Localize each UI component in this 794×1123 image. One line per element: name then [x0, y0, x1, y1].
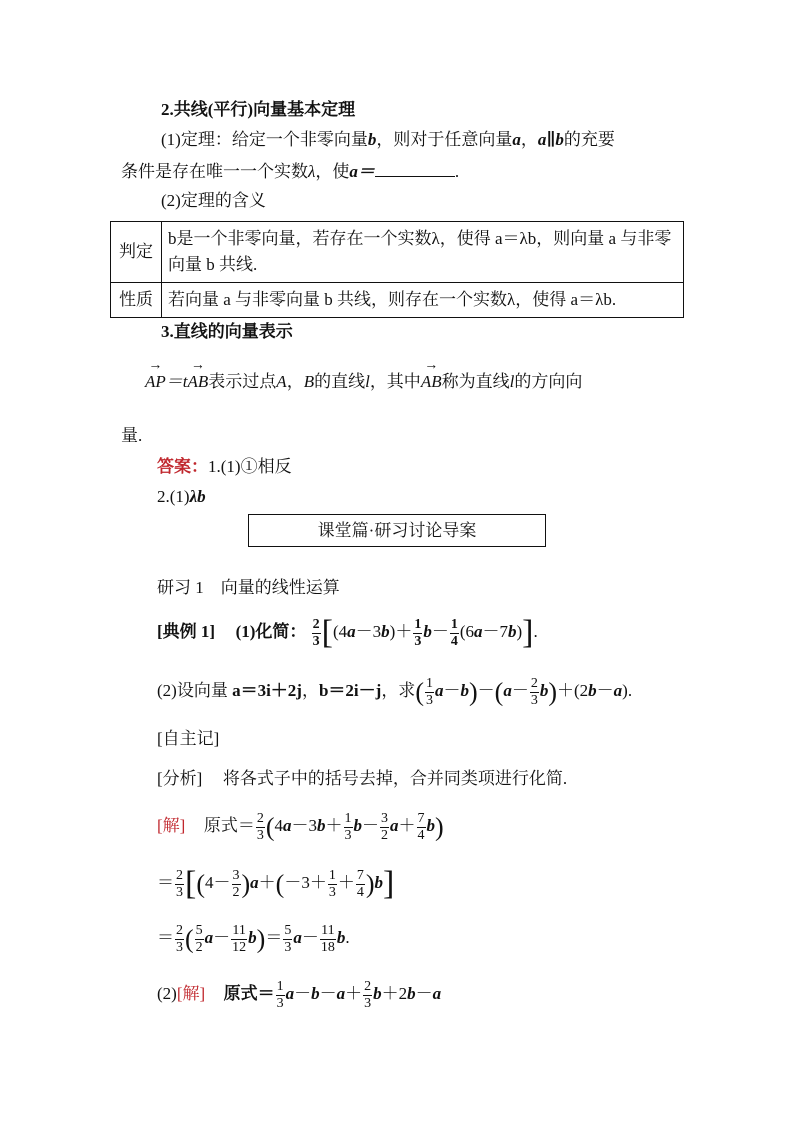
answer-label: 答案： [157, 457, 208, 476]
row-head-property: 性质 [111, 283, 162, 318]
row-text-determine: b是一个非零向量，若存在一个实数λ，使得 a＝λb，则向量 a 与非零向量 b 共线. [162, 222, 684, 283]
sol2-label: [解] [176, 984, 206, 1003]
q2-label: (2)设向量 [157, 681, 228, 700]
q2-b: b＝2i－j [318, 681, 382, 700]
text-line: 的直线 [314, 372, 366, 391]
answer-2-value: λb [189, 487, 206, 506]
theorem-table [110, 221, 684, 318]
answer-1: 1.(1)①相反 [208, 457, 292, 476]
point-b: B [303, 372, 315, 391]
analysis-line [157, 770, 567, 787]
line-l-2: l [509, 372, 515, 391]
period: . [454, 162, 460, 181]
comma: ， [286, 372, 304, 391]
answer-2-prefix: 2.(1) [157, 487, 190, 506]
analysis-label: [分析] [157, 769, 203, 788]
q1-label: (1)化简： [235, 622, 307, 641]
vector-ab: → AB [187, 358, 209, 391]
text-direction: 的方向向 [514, 372, 583, 391]
theorem-line2-mid: ，使 [315, 162, 350, 181]
table-row-determine [111, 222, 684, 283]
point-a: A [276, 372, 287, 391]
theorem-end: 的充要 [563, 130, 615, 149]
var-b: b [367, 130, 377, 149]
solution-line-1: [解] 原式＝ $\frac{2}{3}$ (4a－3b＋ $\frac{1}{3}$ b－ $\frac{3}{2}$ a＋ $\frac{7}{4}$ b) [157, 810, 444, 843]
solution-label: [解] [157, 816, 186, 835]
text-through: 表示过点 [208, 372, 277, 391]
example-q2: (2)设向量 a＝3i＋2j，b＝2i－j，求( $\frac{1}{3}$ a－b)－(a－ $\frac{2}{3}$ b)＋(2b－a). [157, 675, 633, 708]
answer-line-1 [157, 458, 292, 475]
a-equals: a＝ [349, 162, 375, 181]
vector-ap: → AP [145, 358, 166, 391]
theorem-line-1 [161, 131, 615, 148]
sep: ， [520, 130, 538, 149]
solution-text: 原式＝ [203, 816, 255, 835]
theorem-meaning-label: (2)定理的含义 [161, 191, 266, 210]
solution-line-3: ＝ $\frac{2}{3}$ ( $\frac{5}{2}$ a－ $\frac{11}{12}$ b)＝ $\frac{5}{3}$ a－ $\frac{11}{18}$ b. [157, 922, 350, 955]
text-called: 称为直线 [441, 372, 510, 391]
solution-line-2: ＝ $\frac{2}{3}$ [(4－ $\frac{3}{2}$ )a＋(－3＋ $\frac{1}{3}$ ＋ $\frac{7}{4}$ )b] [157, 864, 395, 902]
sol2-prefix: (2) [157, 984, 177, 1003]
var-a: a [512, 130, 521, 149]
q2-find: ，求 [381, 681, 416, 700]
solution-2-line: (2)[解] 原式＝ $\frac{1}{3}$ a－b－a＋ $\frac{2}{3}$ b＋2b－a [157, 978, 442, 1011]
example-label: [典例 1] [157, 622, 216, 641]
q2-a: a＝3i＋2j [232, 681, 302, 700]
self-note: [自主记] [157, 729, 220, 748]
lambda-symbol: λ [308, 162, 316, 181]
section-3-heading: 3.直线的向量表示 [161, 322, 293, 341]
row-text-property: 若向量 a 与非零向量 b 共线，则存在一个实数λ，使得 a＝λb. [162, 283, 684, 318]
row-head-determine: 判定 [111, 222, 162, 283]
answer-line-2 [157, 488, 206, 505]
eq-t: ＝t [165, 372, 188, 391]
theorem-label: (1)定理：给定一个非零向量 [161, 130, 368, 149]
vector-ab-2: → AB [420, 358, 442, 391]
theorem-line2-start: 条件是存在唯一一个实数 [121, 162, 308, 181]
line-vector-expression [145, 358, 583, 391]
study-title: 研习 1 向量的线性运算 [157, 578, 340, 597]
section-box: 课堂篇·研习讨论导案 [248, 514, 546, 547]
example-q1: [典例 1] (1)化简： $\frac{2}{3}$ [(4a－3b)＋ $\frac{1}{3}$ b－ $\frac{1}{4}$ (6a－7b)]. [157, 613, 538, 651]
parallel-expr: a∥b [537, 130, 564, 149]
sol2-text: 原式＝ [223, 984, 275, 1003]
table-row-property [111, 283, 684, 318]
text-where: ，其中 [369, 372, 421, 391]
theorem-mid: ，则对于任意向量 [376, 130, 513, 149]
analysis-text: 将各式子中的括号去掉，合并同类项进行化简. [222, 769, 568, 788]
section-2-heading: 2.共线(平行)向量基本定理 [161, 100, 356, 119]
line-l: l [365, 372, 370, 391]
theorem-line-2 [121, 162, 459, 180]
answer-blank [375, 162, 455, 177]
frac-2-3: $\frac{2}{3}$ [312, 616, 320, 649]
line-vector-continuation: 量. [121, 426, 143, 445]
